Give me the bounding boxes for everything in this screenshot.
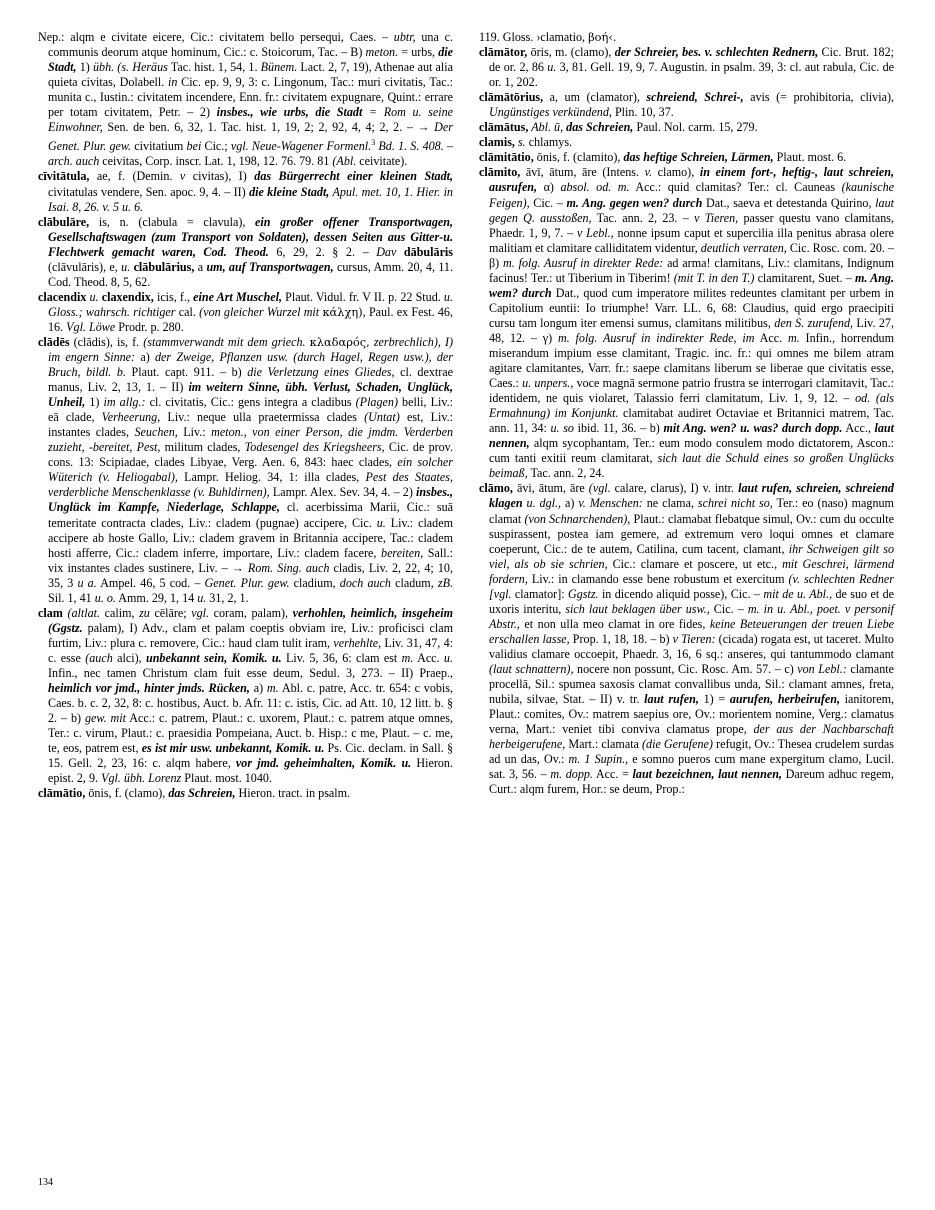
entry-clamitatio: clāmitātio, ōnis, f. (clamito), das heftige Schreien, Lärmen, Plaut. most. 6. [479,150,847,165]
page-number: 134 [38,1177,53,1188]
right-column [479,30,894,1150]
entry-clamator: clāmātor, ōris, m. (clamo), der Schreier, bes. v. schlechten Rednern, Cic. Brut. 182; de or. 2, 86 u. 3, 81. Gell. 19, 9, 7. Augustin. in psalm. 39, 3: cl. aut rabula, Cic. de or. 1, 202. [479,45,894,90]
entry-clamo: clāmo, āvi, ātum, āre (vgl. calare, clarus), I) v. intr. laut rufen, schreien, schreiend klagen u. dgl., a) v. Menschen: ne clama, schrei nicht so, Ter.: eo (naso) magnum clamat (von Schnarchenden), Plaut.: clamabat flebatque simul, Ov.: cum du occulte suspirassent, postea iam gemere, ad extremum vero loqui omnes et clamare coeperunt, Cic.: de te autem, Catilina, cum tacent, clamant, ihr Schweigen gilt so viel, als ob sie schrien, Cic.: clamare et poscere, ut etc., mit Geschrei, lärmend fordern, Liv.: in clamando esse bene robustum et exercitum (v. schlechten Redner [vgl. clamator]: Ggstz. in dicendo aliquid posse), Cic. – mit de u. Abl., de suo et de uxoris interitu, sich laut beklagen über usw., Cic. – m. in u. Abl., poet. v personif Abstr., et non ulla meo clamat in ore fides, keine Beteuerungen der treuen Liebe erschallen lasse, Prop. 1, 18, 18. – b) v Tieren: (cicada) rogata est, ut taceret. Multo validius clamare occoepit, Phaedr. 3, 16, 6 sq.: anseres, qui tantummodo clamant (laut schnattern), nocere non possunt, Cic. Rosc. Am. 57. – c) von Lebl.: clamante procellā, Sil.: spumea saxosis clamat convallibus unda, Sil.: clamant amnes, freta, nubila, silvae, Stat. – II) v. tr. laut rufen, 1) = aurufen, herbeirufen, ianitorem, Plaut.: comites, Ov.: matrem saepius ore, Ov.: morientem nomine, Verg.: clamatus verna, Mart.: veniet tibi conviva clamatus prope, der aus der Nachbarschaft herbeigerufene, Mart.: clamata (die Gerufene) refugit, Ov.: Thesea crudelem surdas ad un das, Ov.: m. 1 Supin., e somno pueros cum mane expergitum clamo, Lucil. sat. 3, 56. – m. dopp. Acc. = laut bezeichnen, laut nennen, Dareum adhuc regem, Curt.: alqm furem, Hor.: se deum, Prop.: [479,481,895,797]
entry-clabulare: clābulāre, is, n. (clabula = clavula), ein großer offener Transportwagen, Gesellschaftswagen (zum Transport von Soldaten), dessen Seiten aus Gitter-u. Flechtwerk gemacht waren, Cod. Theod. 6, 29, 2. § 2. – Dav dābulāris (clāvulāris), e, u. clābulārius, a um, auf Transportwagen, cursus, Amm. 20, 4, 11. Cod. Theod. 8, 5, 62. [38,214,453,289]
entry-clamatus: clāmātus, Abl. ū, das Schreien, Paul. Nol. carm. 15, 279. [479,120,758,135]
entry-clamatorius: clāmātōrius, a, um (clamator), schreiend, Schrei-, avis (= prohibitoria, clivia), Ungünstiges verkündend, Plin. 10, 37. [479,90,894,120]
entry-clam: clam (altlat. calim, zu cēlāre; vgl. coram, palam), verhohlen, heimlich, insgeheim (Ggstz. palam), I) Adv., clam et palam coeptis obviam ire, Liv.: proficisci clam furtim, Liv.: plura c. removere, Cic.: haud clam tulit iram, verhehlte, Liv. 31, 47, 4: c. esse (auch alci), unbekannt sein, Komik. u. Liv. 5, 36, 6: clam est m. Acc. u. Infin., nec tamen Christum clam fuit esse deum, Sedul. 3, 273. – II) Praep., heimlich vor jmd., hinter jmds. Rücken, a) m. Abl. c. patre, Acc. tr. 654: c vobis, Caes. b. c. 2, 32, 8: c. hostibus, Auct. b. Afr. 11: c. istis, Cic. ad Att. 10, 12 litt. b. § 2. – b) gew. mit Acc.: c. patrem, Plaut.: c. uxorem, Plaut.: c. patrem atque omnes, Ter.: c. virum, Plaut.: c. praesidia Pompeiana, Auct. b. Hisp.: c me, Plaut. – c. me, te, eos, patrem est, es ist mir usw. unbekannt, Komik. u. Ps. Cic. declam. in Sall. § 15. Gell. 2, 23, 16: c. alqm habere, vor jmd. geheimhalten, Komik. u. Hieron. epist. 2, 9. Vgl. übh. Lorenz Plaut. most. 1040. [38,605,454,786]
entry-clades: clādēs (clādis), is, f. (stammverwandt mit dem griech. κλαδαρός, zerbrechlich), I) im engern Sinne: a) der Zweige, Pflanzen usw. (durch Hagel, Regen usw.), der Bruch, bildl. b. Plaut. capt. 911. – b) die Verletzung eines Gliedes, cl. dextrae manus, Liv. 2, 13, 1. – II) im weitern Sinne, übh. Verlust, Schaden, Unglück, Unheil, 1) im allg.: cl. civitatis, Cic.: gens integra a cladibus (Plagen) belli, Liv.: eā clade, Verheerung, Liv.: neque ulla praetermissa clades (Untat) est, Liv.: instantes clades, Seuchen, Liv.: meton., von einer Person, die jmdm. Verderben zuzieht, -bereitet, Pest, militum clades, Todesengel des Kriegsheers, Cic. de prov. cons. 13: Scipiadae, clades Libyae, Verg. Aen. 6, 843: haec clades, ein solcher Wüterich (v. Heliogabal), Lampr. Heliog. 34, 1: illa clades, Pest des Staates, verderbliche Menschenklasse (v. Buhldirnen), Lampr. Alex. Sev. 34, 4. – 2) insbes., Unglück im Kampfe, Niederlage, Schlappe, cl. acerbissima Marii, Cic.: suā temeritate contracta clades, Liv.: cladem (pugnae) accipere, Cic. u. Liv.: cladem accipere ab hoste Gallo, Liv.: cladem gravem in Britannia accipere, Tac.: cladem hosti afferre, Cic.: cladem inferre, importare, Liv.: cladem facere, bereiten, Sall.: vix instantes clades sustinere, Liv. – → Rom. Sing. auch cladis, Liv. 2, 22, 4; 10, 35, 3 u a. Ampel. 46, 5 cod. – Genet. Plur. gew. cladium, doch auch cladum, zB. Sil. 1, 41 u. o. Amm. 29, 1, 14 u. 31, 2, 1. [38,334,454,605]
entry-clamito: clāmito, āvī, ātum, āre (Intens. v. clamo), in einem fort-, heftig-, laut schreien, ausrufen, α) absol. od. m. Acc.: quid clamitas? Ter.: cl. Cauneas (kaunische Feigen), Cic. – m. Ang. gegen wen? durch Dat., saeva et detestanda Quirino, laut gegen Q. ausstoßen, Tac. ann. 2, 23. – v Tieren, passer questu vano clamitans, Phaedr. 1, 9, 7. – v Lebl., nonne ipsum caput et superciliа illa penitus abrasa olere malitiam et clamitare calliditatem videntur, deutlich verraten, Cic. Rosc. com. 20. – β) m. folg. Ausruf in direkter Rede: ad arma! clamitans, Liv.: clamitans, Indignum facinus! Ter.: ut Tiberium in Tiberim! (mit T. in den T.) clamitarent, Suet. – m. Ang. wem? durch Dat., quod cum imperatore milites redeuntes clamitant per urbem in Capitolium euntii: Io triumphe! Varr. LL. 6, 68: Claudius, quid ergo praecipiti cursu tam longum iter emensi sumus, clamitans militibus, den S. zurufend, Liv. 27, 48, 12. – γ) m. folg. Ausruf in indirekter Rede, im Acc. m. Infin., horrendum miserandum impium esse clamitant, Tragic. inc. fr.: qui omnes me bilem atram agitare clamitantes, Varr. fr.: saepe clamitans liberum se liberae que civitatis esse, Caes.: u. unpers., voce magnā sermone patrio frustra se interrogari clamitavit, Tac.: identidem, ne quis violaret, Talassio ferri clamitatum, Liv. 1, 9, 12. – od. (als Ermahnung) im Konjunkt. clamitabat audiret Octaviae et Britannici matrem, Tac. ann. 11, 34: u. so ibid. 11, 36. – b) mit Ang. wen? u. was? durch dopp. Acc., laut nennen, alqm sycophantam, Ter.: eum modo consulem modo dictatorem, Ascon.: cum tanti exitii reum clamitarat, sich laut die Schuld eines so großen Unglücks beimaß, Tac. ann. 2, 24. [479,165,894,481]
entry-clacendix: clacendix u. claxendix, icis, f., eine Art Muschel, Plaut. Vidul. fr. V II. p. 22 Stud. u. Gloss.; wahrsch. richtiger cal. (von gleicher Wurzel mit κάλχη), Paul. ex Fest. 46, 16. Vgl. Löwe Prodr. p. 280. [38,289,454,334]
entry-continued-civitas: Nep.: alqm e civitate eicere, Cic.: civitatem bello persequi, Caes. – ubtr, una c. communis deorum atque hominum, Cic.: c. Stoicorum, Tac. – B) meton. = urbs, die Stadt, 1) übh. (s. Heräus Tac. hist. 1, 54, 1. Bünem. Lact. 2, 7, 19), Athenae aut alia quieta civitas, Dolabell. in Cic. ep. 9, 9, 3: c. Lingonum, Tac.: muri civitatis, Tac.: munita c., Iustin.: civitatem incendere, Enn. fr.: civitatem expugnare, Quint.: errare per totam civitatem, Petr. – 2) insbes., wie urbs, die Stadt = Rom u. seine Einwohner, Sen. de ben. 6, 32, 1. Tac. hist. 1, 19, 2; 2, 92, 4, 4; 2, 2. – → Der Genet. Plur. gew. civitatium bei Cic.; vgl. Neue-Wagener Formenl.$^3$ Bd. 1. S. 408. – arch. auch ceivitas, Corp. inscr. Lat. 1, 198, 12. 76. 79. 81 (Abl. ceivitate). [38,30,454,169]
left-column [38,30,453,1150]
entry-clamis: clamis, s. chlamys. [479,135,573,150]
page-columns [38,30,897,1150]
entry-gloss-continued: 119. Gloss. ›clamatio, βοή‹. [479,30,617,44]
entry-civitatula: cīvitātula, ae, f. (Demin. v civitas), I) das Bürgerrecht einer kleinen Stadt, civitatulas vendere, Sen. apoc. 9, 4. – II) die kleine Stadt, Apul. met. 10, 1. Hier. in Isai. 8, 26. v. 5 u. 6. [38,169,454,214]
entry-clamatio: clāmātio, ōnis, f. (clamo), das Schreien, Hieron. tract. in psalm. [38,786,351,801]
